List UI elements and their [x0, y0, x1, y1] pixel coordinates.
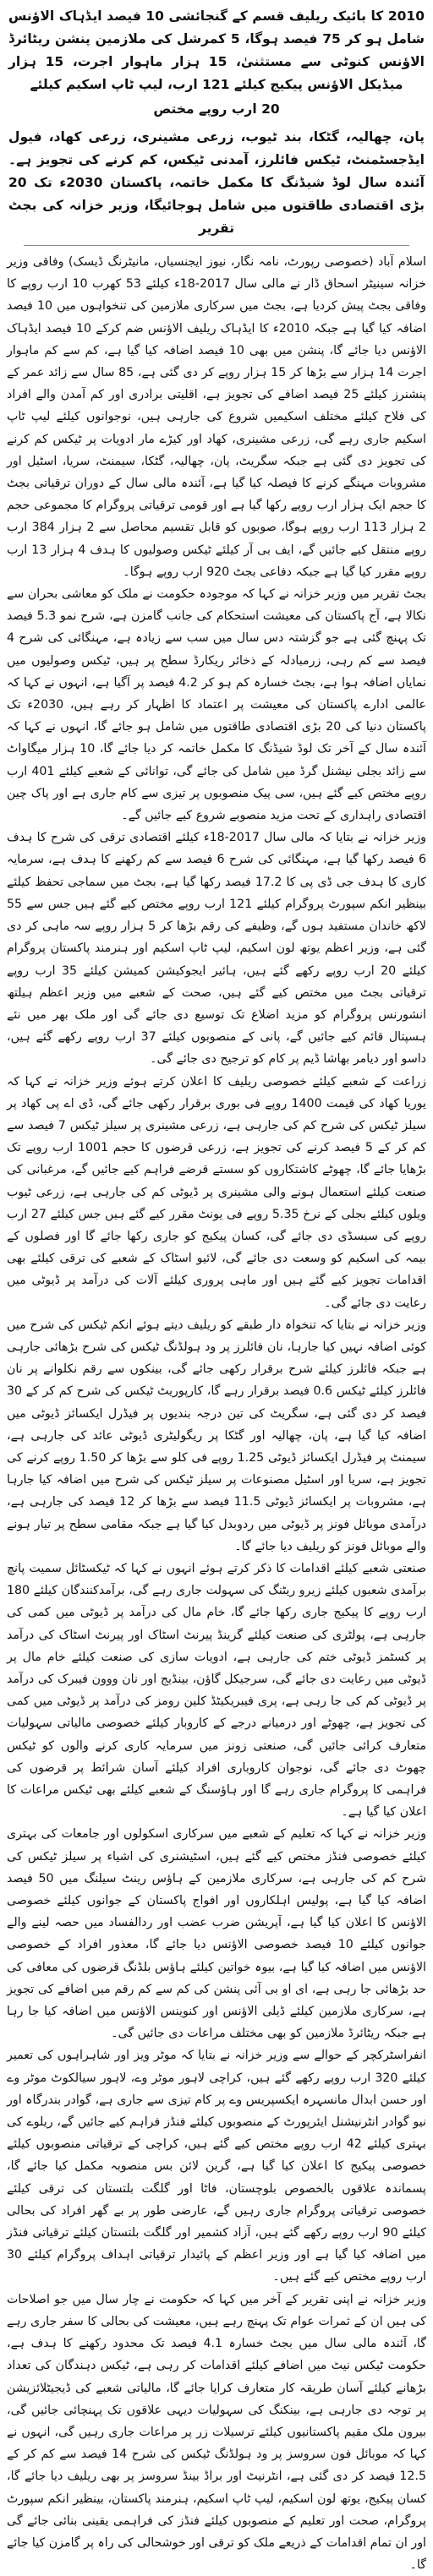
- article-paragraph: وزیر خزانہ نے بتایا کہ مالی سال 2017-18ء کیلئے اقتصادی ترقی کی شرح کا ہدف 6 فیصد رکھا گیا ہے، مہنگائی کی شرح 6 فیصد سے کم رکھنے کا ہدف ہے، سرمایہ کاری کا ہدف جی ڈی پی کا 17.2 فیصد رکھا گیا ہے، بجٹ میں سماجی تحفظ کیلئے بینظیر انکم سپورٹ پروگرام کیلئے 121 ارب روپے مختص کیے گئے ہیں جس سے 55 لاکھ خاندان مستفید ہوں گے، وظیفے کی رقم بڑھا کر 5 ہزار روپے سہ ماہی کر دی گئی ہے، وزیر اعظم یوتھ لون اسکیم، لیپ ٹاپ اسکیم اور ہنرمند پاکستان پروگرام کیلئے 20 ارب روپے رکھے گئے ہیں، ہائیر ایجوکیشن کمیشن کیلئے 35 ارب روپے ترقیاتی بجٹ میں مختص کیے گئے ہیں، صحت کے شعبے میں وزیر اعظم ہیلتھ انشورنس پروگرام کو مزید اضلاع تک توسیع دی جائے گی اور ملک بھر میں نئے ہسپتال قائم کیے جائیں گے، پانی کے منصوبوں کیلئے 37 ارب روپے رکھے گئے ہیں، داسو اور دیامر بھاشا ڈیم پر کام کو ترجیح دی جائے گی۔: [7, 831, 427, 1067]
- headline-line-1: 2010 کا بائیک ریلیف قسم کے گنجائشی 10 فیصد ایڈہاک الاؤنس شامل ہو کر 75 فیصد ہوگا، 5 کمرشل کی ملازمین پنشن ریٹائرڈ الاؤنس کنوٹی سے مستثنیٰ، 15 ہزار ماہوار اجرت، 15 ہزار میڈیکل الاؤنس پیکیج کیلئے 121 ارب، لیپ ٹاپ اسکیم کیلئے: [8, 8, 425, 92]
- article-paragraph: زراعت کے شعبے کیلئے خصوصی ریلیف کا اعلان کرتے ہوئے وزیر خزانہ نے کہا کہ یوریا کھاد کی قیمت 1400 روپے فی بوری برقرار رکھی جائے گی، ڈی اے پی کھاد پر سیلز ٹیکس کی شرح کم کی جارہی ہے، زرعی مشینری پر سیلز ٹیکس 7 فیصد سے کم کر کے 5 فیصد کرنے کی تجویز ہے، زرعی قرضوں کا حجم 1001 ارب روپے تک بڑھایا جائے گا، چھوٹے کاشتکاروں کو سستے قرضے فراہم کیے جائیں گے، مرغبانی کی صنعت کیلئے استعمال ہونے والی مشینری پر ڈیوٹی کم کی جارہی ہے، زرعی ٹیوب ویلوں کیلئے بجلی کے نرخ 5.35 روپے فی یونٹ مقرر کیے گئے ہیں جس کیلئے 27 ارب روپے کی سبسڈی دی جائے گی، کسان پیکیج کو جاری رکھا جائے گا اور فصلوں کے بیمہ کی اسکیم کو وسعت دی جائے گی، لائیو اسٹاک کے شعبے کی ترقی کیلئے بھی اقدامات تجویز کیے گئے ہیں اور ماہی پروری کیلئے آلات کی درآمد پر ڈیوٹی میں رعایت دی جائے گی۔: [7, 1074, 427, 1310]
- article-paragraph: انفراسٹرکچر کے حوالے سے وزیر خزانہ نے بتایا کہ موٹر ویز اور شاہراہوں کی تعمیر کیلئے 320 ارب روپے رکھے گئے ہیں، کراچی لاہور موٹر وے، لاہور سیالکوٹ موٹر وے اور حسن ابدال مانسہرہ ایکسپریس وے پر کام تیزی سے جاری ہے، گوادر بندرگاہ اور نیو گوادر انٹرنیشنل ایئرپورٹ کے منصوبوں کیلئے فنڈز فراہم کیے جائیں گے، ریلوے کی بہتری کیلئے 42 ارب روپے مختص کیے گئے ہیں، کراچی کے ترقیاتی منصوبوں کیلئے خصوصی پیکیج کا اعلان کیا گیا ہے، گرین لائن بس منصوبہ مکمل کیا جائے گا، پسماندہ علاقوں بالخصوص بلوچستان، فاٹا اور گلگت بلتستان کی ترقی کیلئے خصوصی ترقیاتی پروگرام جاری رہیں گے، عارضی طور پر بے گھر افراد کی بحالی کیلئے 90 ارب روپے رکھے گئے ہیں، آزاد کشمیر اور گلگت بلتستان کیلئے ترقیاتی فنڈز میں اضافہ کیا گیا ہے اور وزیر اعظم کے پائیدار ترقیاتی اہداف پروگرام کیلئے 30 ارب روپے مختص کیے گئے ہیں۔: [7, 2049, 426, 2284]
- article-paragraph: وزیر خزانہ نے اپنی تقریر کے آخر میں کہا کہ حکومت نے چار سال میں جو اصلاحات کی ہیں ان کے ثمرات عوام تک پہنچ رہے ہیں، معیشت کی بحالی کا سفر جاری رہے گا، آئندہ مالی سال میں بجٹ خسارہ 4.1 فیصد تک محدود رکھنے کا ہدف ہے، حکومت ٹیکس نیٹ میں اضافے کیلئے اقدامات کر رہی ہے، ٹیکس دہندگان کی تعداد بڑھانے کیلئے آسان طریقہ کار متعارف کرایا جائے گا، مالیاتی شعبے کی ڈیجیٹلائزیشن پر توجہ دی جارہی ہے، بینکنگ کی سہولیات دیہی علاقوں تک پہنچائی جائیں گی، بیرون ملک مقیم پاکستانیوں کیلئے ترسیلات زر پر مراعات جاری رہیں گی، انہوں نے کہا کہ موبائل فون سروسز پر ود ہولڈنگ ٹیکس کی شرح 14 فیصد سے کم کر کے 12.5 فیصد کر دی گئی ہے، انٹرنیٹ اور براڈ بینڈ سروسز پر بھی ریلیف دیا جائے گا، کسان پیکیج، یوتھ لون اسکیم، لیپ ٹاپ اسکیم، ہنرمند پاکستان، بینظیر انکم سپورٹ پروگرام، صحت اور تعلیم کے منصوبوں کیلئے فنڈز کی فراہمی یقینی بنائی جائے گی اور ان تمام اقدامات کے ذریعے ملک کو ترقی اور خوشحالی کی راہ پر گامزن کیا جائے گا۔: [7, 2292, 426, 2573]
- article-body: [7, 251, 426, 2576]
- article-paragraph: وزیر خزانہ نے بتایا کہ تنخواہ دار طبقے کو ریلیف دیتے ہوئے انکم ٹیکس کی شرح میں کوئی اضافہ نہیں کیا جارہا، نان فائلرز پر ود ہولڈنگ ٹیکس کی شرح بڑھائی جارہی ہے جبکہ فائلرز کیلئے شرح برقرار رکھی جائے گی، بینکوں سے رقم نکلوانے پر نان فائلرز کیلئے ٹیکس 0.6 فیصد برقرار رہے گا، کارپوریٹ ٹیکس کی شرح کم کر کے 30 فیصد کر دی گئی ہے، سگریٹ کی تین درجہ بندیوں پر فیڈرل ایکسائز ڈیوٹی میں اضافہ کیا گیا ہے، پان، چھالیہ اور گٹکا پر ریگولیٹری ڈیوٹی عائد کی جارہی ہے، سیمنٹ پر فیڈرل ایکسائز ڈیوٹی 1.25 روپے فی کلو سے بڑھا کر 1.50 روپے کرنے کی تجویز ہے، سریا اور اسٹیل مصنوعات پر سیلز ٹیکس کی شرح میں اضافہ کیا جارہا ہے، مشروبات پر ایکسائز ڈیوٹی 11.5 فیصد سے بڑھا کر 12 فیصد کی جارہی ہے، درآمدی موبائل فونز پر ڈیوٹی میں ردوبدل کیا گیا ہے جبکہ مقامی سطح پر تیار ہونے والے موبائل فونز کو ریلیف دیا جائے گا۔: [7, 1318, 426, 1553]
- subheadline: [7, 126, 426, 240]
- divider: [24, 245, 409, 246]
- headline-line-2: 20 ارب روپے مختص: [153, 101, 280, 117]
- article-paragraph: وزیر خزانہ نے کہا کہ تعلیم کے شعبے میں سرکاری اسکولوں اور جامعات کی بہتری کیلئے خصوصی فنڈز مختص کیے گئے ہیں، اسٹیشنری کی اشیاء پر سیلز ٹیکس کی شرح کم کی جارہی ہے، سرکاری ملازمین کے ہاؤس رینٹ سیلنگ میں 50 فیصد اضافہ کیا گیا ہے، پولیس اہلکاروں اور افواج پاکستان کے جوانوں کیلئے خصوصی الاؤنس کا اعلان کیا گیا ہے، آپریشن ضرب عضب اور ردالفساد میں حصہ لینے والے جوانوں کیلئے 10 فیصد خصوصی الاؤنس دیا جائے گا، معذور افراد کے خصوصی الاؤنس میں اضافہ کیا گیا ہے، بیوہ خواتین کیلئے ہاؤس بلڈنگ قرضوں کی معافی کی حد بڑھائی جا رہی ہے، ای او بی آئی پنشن کی کم سے کم رقم میں اضافے کی تجویز ہے، سرکاری ملازمین کیلئے ڈیلی الاؤنس اور کنوینس الاؤنس میں اضافہ کیا جا رہا ہے جبکہ ریٹائرڈ ملازمین کو بھی مختلف مراعات دی جائیں گی۔: [7, 1827, 427, 2041]
- subheadline-text: پان، چھالیہ، گٹکا، بند ٹیوب، زرعی مشینری، زرعی کھاد، فیول ایڈجسٹمنٹ، ٹیکس فائلرز، آمدنی ٹیکس، کم کرنے کی تجویز ہے۔ آئندہ سال لوڈ شیڈنگ کا مکمل خاتمہ، پاکستان 2030ء تک 20 بڑی اقتصادی طاقتوں میں شامل ہوجائیگا، وزیر خزانہ کی بجٹ تقریر: [8, 129, 425, 236]
- headline: [7, 5, 426, 121]
- article-paragraph: بجٹ تقریر میں وزیر خزانہ نے کہا کہ موجودہ حکومت نے ملک کو معاشی بحران سے نکالا ہے، آج پاکستان کی معیشت استحکام کی جانب گامزن ہے، شرح نمو 5.3 فیصد تک پہنچ گئی ہے جو گزشتہ دس سال میں سب سے زیادہ ہے، مہنگائی کی شرح 4 فیصد سے کم رہی، زرمبادلہ کے ذخائر ریکارڈ سطح پر ہیں، ٹیکس وصولیوں میں نمایاں اضافہ ہوا ہے، بجٹ خسارہ کم ہو کر 4.2 فیصد پر آگیا ہے، انہوں نے کہا کہ عالمی ادارے پاکستان کی معیشت پر اعتماد کا اظہار کر رہے ہیں، 2030ء تک پاکستان دنیا کی 20 بڑی اقتصادی طاقتوں میں شامل ہو جائے گا، انہوں نے کہا کہ آئندہ سال کے آخر تک لوڈ شیڈنگ کا مکمل خاتمہ کر دیا جائے گا، 10 ہزار میگاواٹ سے زائد بجلی نیشنل گرڈ میں شامل کی جائے گی، توانائی کے شعبے کیلئے 401 ارب روپے مختص کیے گئے ہیں، سی پیک منصوبوں پر تیزی سے کام جاری ہے اور پاک چین اقتصادی راہداری کے تحت مزید منصوبے شروع کیے جائیں گے۔: [7, 587, 427, 823]
- article-paragraph: اسلام آباد (خصوصی رپورٹ، نامہ نگار، نیوز ایجنسیاں، مانیٹرنگ ڈیسک) وفاقی وزیر خزانہ سینیٹر اسحاق ڈار نے مالی سال 2017-18ء کیلئے 53 کھرب 10 ارب روپے کا وفاقی بجٹ پیش کردیا ہے، بجٹ میں سرکاری ملازمین کی تنخواہوں میں 10 فیصد اضافہ کیا گیا ہے جبکہ 2010ء کا ایڈہاک ریلیف الاؤنس ضم کرکے 10 فیصد ایڈہاک الاؤنس دیا جائے گا، پنشن میں بھی 10 فیصد اضافہ کیا گیا ہے، کم سے کم ماہوار اجرت 14 ہزار سے بڑھا کر 15 ہزار روپے کر دی گئی ہے، 85 سال سے زائد عمر کے پنشنرز کیلئے 25 فیصد اضافے کی تجویز ہے، اقلیتی برادری اور کم آمدن والے افراد کی فلاح کیلئے مختلف اسکیمیں شروع کی جارہی ہیں، نوجوانوں کیلئے لیپ ٹاپ اسکیم جاری رہے گی، زرعی مشینری، کھاد اور کیڑے مار ادویات پر ٹیکس کم کرنے کی تجویز دی گئی ہے جبکہ سگریٹ، پان، چھالیہ، گٹکا، سیمنٹ، سریا، اسٹیل اور مشروبات مہنگے کرنے کا فیصلہ کیا گیا ہے، آئندہ مالی سال کے دوران ترقیاتی بجٹ کا حجم ایک ہزار ارب روپے رکھا گیا ہے اور قومی ترقیاتی پروگرام کا مجموعی حجم 2 ہزار 113 ارب روپے ہوگا، صوبوں کو قابل تقسیم محاصل سے 2 ہزار 384 ارب روپے منتقل کیے جائیں گے، ایف بی آر کیلئے ٹیکس وصولیوں کا ہدف 4 ہزار 13 ارب روپے مقرر کیا گیا ہے جبکہ دفاعی بجٹ 920 ارب روپے ہوگا۔: [7, 255, 427, 579]
- article-paragraph: صنعتی شعبے کیلئے اقدامات کا ذکر کرتے ہوئے انہوں نے کہا کہ ٹیکسٹائل سمیت پانچ برآمدی شعبوں کیلئے زیرو ریٹنگ کی سہولت جاری رہے گی، برآمدکنندگان کیلئے 180 ارب روپے کا پیکیج جاری رکھا جائے گا، خام مال کی درآمد پر ڈیوٹی میں کمی کی جارہی ہے، پولٹری کی صنعت کیلئے گرینڈ پیرنٹ اسٹاک اور پیرنٹ اسٹاک کی درآمد پر کسٹمز ڈیوٹی ختم کی جارہی ہے، ادویات سازی کی صنعت کیلئے خام مال پر ڈیوٹی میں رعایت دی جائے گی، سرجیکل گاؤن، بینڈیج اور نان ووون فیبرک کی درآمد پر ڈیوٹی کم کی جا رہی ہے، پری فیبریکیٹڈ کلین رومز کی درآمد پر ڈیوٹی میں کمی کی تجویز ہے، چھوٹے اور درمیانے درجے کے کاروبار کیلئے خصوصی مالیاتی سہولیات متعارف کرائی جائیں گی، صنعتی زونز میں سرمایہ کاری کرنے والوں کو ٹیکس چھوٹ دی جائے گی، نوجوان کاروباری افراد کیلئے آسان شرائط پر قرضوں کی فراہمی کا پروگرام جاری رہے گا اور ہاؤسنگ کے شعبے کیلئے بھی ٹیکس مراعات کا اعلان کیا گیا ہے۔: [7, 1561, 426, 1820]
